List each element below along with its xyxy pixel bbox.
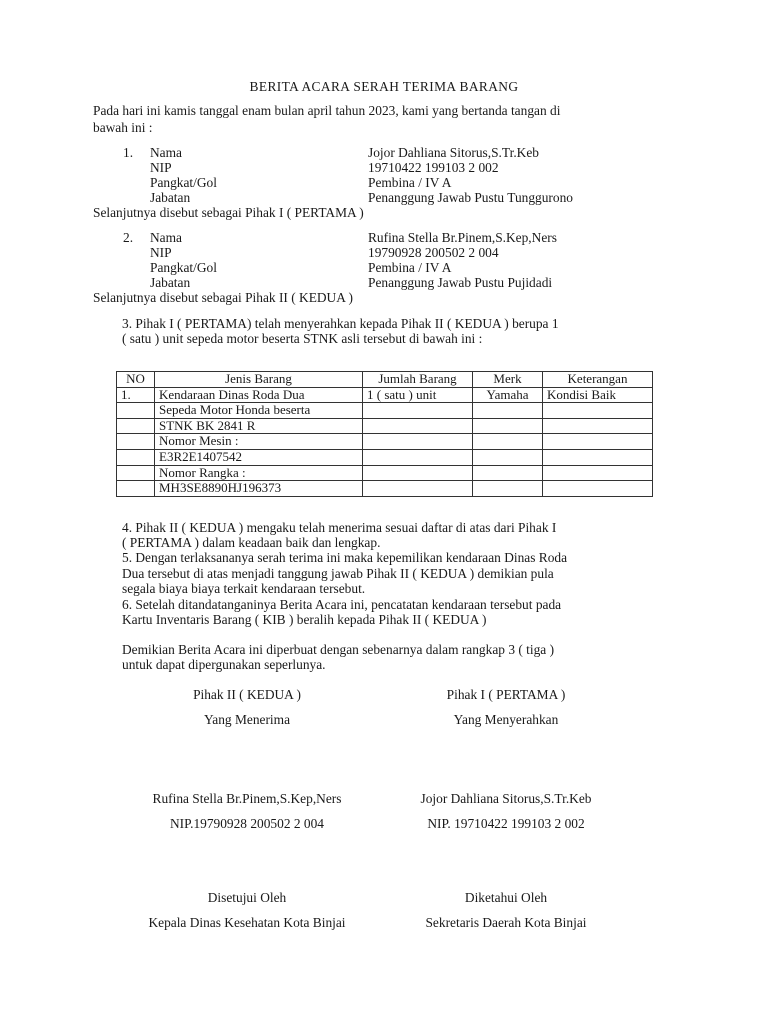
table-cell: Sepeda Motor Honda beserta [155,403,363,419]
table-cell: Nomor Rangka : [155,465,363,481]
table-cell: Kendaraan Dinas Roda Dua [155,387,363,403]
intro-line-1: Pada hari ini kamis tanggal enam bulan april tahun 2023, kami yang bertanda tangan di [93,103,561,118]
acknowledged-by-label: Diketahui Oleh [464,890,548,905]
party2-rank-value: Pembina / IV A [368,260,452,275]
table-cell [117,403,155,419]
header-remarks: Keterangan [543,372,653,388]
receiver-role-label: Yang Menerima [203,712,291,727]
document-title: BERITA ACARA SERAH TERIMA BARANG [249,79,519,94]
table-cell [473,418,543,434]
table-header-row [117,372,653,388]
receiver-nip: NIP.19790928 200502 2 004 [170,816,324,831]
table-row [117,449,653,465]
table-cell [473,434,543,450]
header-item-type: Jenis Barang [155,372,363,388]
table-cell [363,403,473,419]
table-cell [473,449,543,465]
table-row [117,418,653,434]
table-row [117,465,653,481]
header-no: NO [117,372,155,388]
header-quantity: Jumlah Barang [363,372,473,388]
party1-position-value: Penanggung Jawab Pustu Tunggurono [368,190,573,205]
table-cell [473,403,543,419]
acknowledger-title: Sekretaris Daerah Kota Binjai [425,915,587,930]
table-cell [117,418,155,434]
party1-position-label: Jabatan [150,190,191,205]
point6-line-1: 6. Setelah ditandatanganinya Berita Acara ini, pencatatan kendaraan tersebut pada [122,597,562,612]
items-table [116,371,653,497]
table-cell [363,481,473,497]
receiver-party-label: Pihak II ( KEDUA ) [193,687,301,702]
header-brand: Merk [473,372,543,388]
table-cell [363,465,473,481]
table-cell [363,449,473,465]
table-cell: Yamaha [473,387,543,403]
point3-line-2: ( satu ) unit sepeda motor beserta STNK asli tersebut di bawah ini : [122,331,483,346]
receiver-name: Rufina Stella Br.Pinem,S.Kep,Ners [152,791,342,806]
giver-role-label: Yang Menyerahkan [453,712,559,727]
approver-title: Kepala Dinas Kesehatan Kota Binjai [148,915,346,930]
party2-number: 2. [123,230,134,245]
point4-line-2: ( PERTAMA ) dalam keadaan baik dan lengkap. [122,535,381,550]
table-row [117,403,653,419]
table-cell [473,481,543,497]
table-cell [117,434,155,450]
party2-name-label: Nama [150,230,182,245]
party1-rank-value: Pembina / IV A [368,175,452,190]
party1-name-value: Jojor Dahliana Sitorus,S.Tr.Keb [368,145,539,160]
table-row [117,387,653,403]
table-cell: MH3SE8890HJ196373 [155,481,363,497]
point5-line-2: Dua tersebut di atas menjadi tanggung jawab Pihak II ( KEDUA ) demikian pula [122,566,554,581]
table-cell: Kondisi Baik [543,387,653,403]
party1-designation: Selanjutnya disebut sebagai Pihak I ( PERTAMA ) [93,205,364,220]
closing-line-1: Demikian Berita Acara ini diperbuat dengan sebenarnya dalam rangkap 3 ( tiga ) [122,642,555,657]
point4-line-1: 4. Pihak II ( KEDUA ) mengaku telah menerima sesuai daftar di atas dari Pihak I [122,520,557,535]
point5-line-1: 5. Dengan terlaksananya serah terima ini maka kepemilikan kendaraan Dinas Roda [122,550,568,565]
table-row [117,434,653,450]
point3-line-1: 3. Pihak I ( PERTAMA) telah menyerahkan kepada Pihak II ( KEDUA ) berupa 1 [122,316,559,331]
table-cell [543,465,653,481]
table-cell [543,449,653,465]
intro-line-2: bawah ini : [93,120,153,135]
party2-name-value: Rufina Stella Br.Pinem,S.Kep,Ners [368,230,557,245]
table-cell [117,481,155,497]
party1-rank-label: Pangkat/Gol [150,175,217,190]
giver-nip: NIP. 19710422 199103 2 002 [427,816,585,831]
table-cell [543,403,653,419]
table-cell [543,481,653,497]
party2-nip-value: 19790928 200502 2 004 [368,245,499,260]
giver-name: Jojor Dahliana Sitorus,S.Tr.Keb [420,791,592,806]
table-cell: Nomor Mesin : [155,434,363,450]
table-cell: STNK BK 2841 R [155,418,363,434]
table-cell: 1 ( satu ) unit [363,387,473,403]
point6-line-2: Kartu Inventaris Barang ( KIB ) beralih kepada Pihak II ( KEDUA ) [122,612,487,627]
table-cell [363,418,473,434]
party2-rank-label: Pangkat/Gol [150,260,217,275]
party1-nip-label: NIP [150,160,172,175]
party2-position-value: Penanggung Jawab Pustu Pujidadi [368,275,553,290]
party2-designation: Selanjutnya disebut sebagai Pihak II ( KEDUA ) [93,290,353,305]
table-cell [543,418,653,434]
party1-name-label: Nama [150,145,182,160]
table-cell: 1. [117,387,155,403]
party1-number: 1. [123,145,134,160]
giver-party-label: Pihak I ( PERTAMA ) [446,687,566,702]
table-row [117,481,653,497]
approved-by-label: Disetujui Oleh [207,890,287,905]
party1-nip-value: 19710422 199103 2 002 [368,160,499,175]
table-cell [363,434,473,450]
table-cell [117,449,155,465]
table-cell [543,434,653,450]
party2-nip-label: NIP [150,245,172,260]
table-cell [473,465,543,481]
closing-line-2: untuk dapat dipergunakan seperlunya. [122,657,326,672]
point5-line-3: segala biaya biaya terkait kendaraan tersebut. [122,581,366,596]
table-cell: E3R2E1407542 [155,449,363,465]
party2-position-label: Jabatan [150,275,191,290]
table-cell [117,465,155,481]
